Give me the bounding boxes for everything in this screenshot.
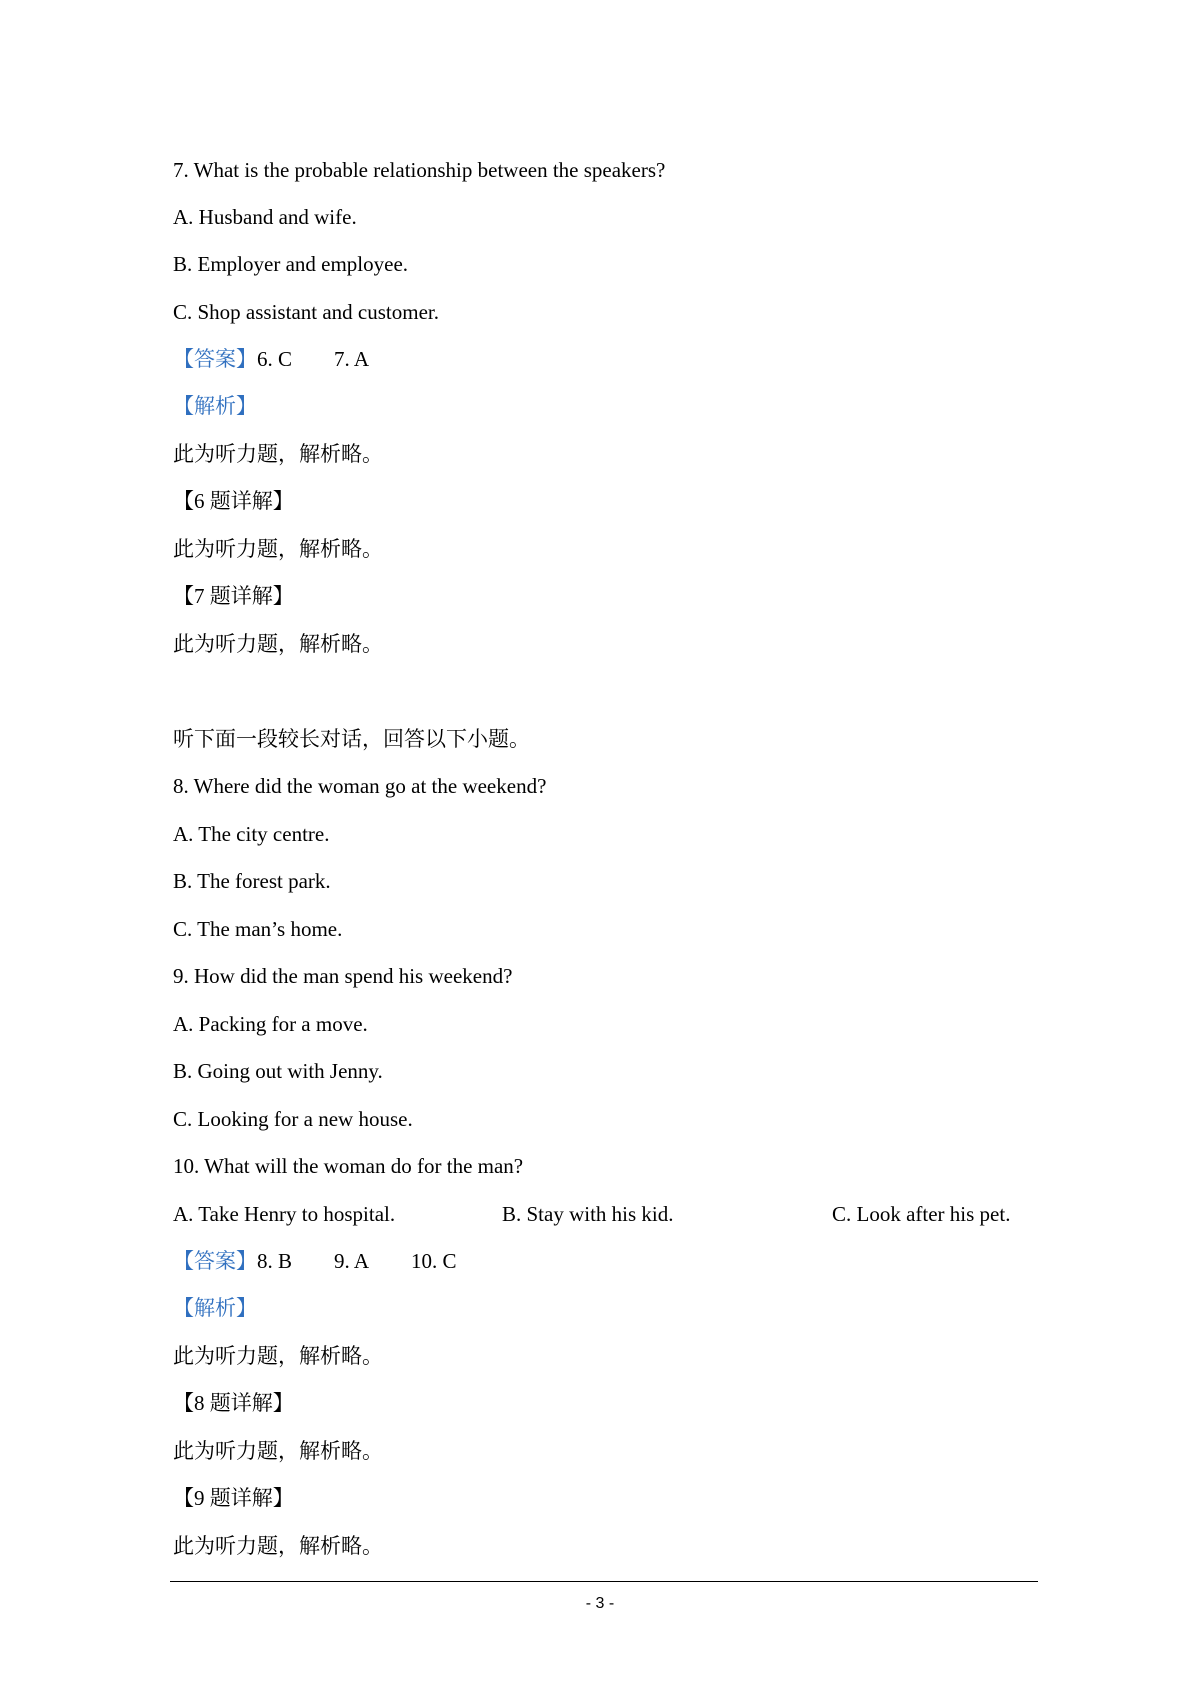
q8-option-c: C. The man’s home.	[173, 917, 343, 941]
detail-7-tag: 【7 题详解】	[173, 584, 294, 608]
q9-option-b: B. Going out with Jenny.	[173, 1059, 383, 1083]
detail-7-text: 此为听力题，解析略。	[173, 632, 383, 656]
q9-option-a: A. Packing for a move.	[173, 1012, 368, 1036]
detail-6-tag: 【6 题详解】	[173, 489, 294, 513]
q8-option-a: A. The city centre.	[173, 822, 330, 846]
analysis-tag: 【解析】	[173, 1296, 257, 1320]
question-8: 8. Where did the woman go at the weekend?	[173, 774, 547, 798]
q8-option-b: B. The forest park.	[173, 869, 331, 893]
detail-6-text: 此为听力题，解析略。	[173, 537, 383, 561]
q9-option-c: C. Looking for a new house.	[173, 1107, 413, 1131]
detail-9-tag: 【9 题详解】	[173, 1486, 294, 1510]
footer-divider	[170, 1581, 1038, 1582]
answer-7: 7. A	[334, 347, 370, 371]
answer-line-6-7	[173, 345, 369, 373]
answer-10: 10. C	[411, 1249, 457, 1273]
answer-tag: 【答案】	[173, 1249, 257, 1273]
analysis-text: 此为听力题，解析略。	[173, 1344, 383, 1368]
answer-line-8-10	[173, 1247, 457, 1275]
answer-tag: 【答案】	[173, 347, 257, 371]
q10-option-c: C. Look after his pet.	[832, 1202, 1011, 1226]
q10-option-b: B. Stay with his kid.	[502, 1202, 674, 1226]
answer-6: 6. C	[257, 347, 293, 371]
question-7: 7. What is the probable relationship between the speakers?	[173, 158, 666, 182]
question-10: 10. What will the woman do for the man?	[173, 1154, 524, 1178]
detail-8-text: 此为听力题，解析略。	[173, 1439, 383, 1463]
detail-9-text: 此为听力题，解析略。	[173, 1534, 383, 1558]
q7-option-b: B. Employer and employee.	[173, 252, 409, 276]
detail-8-tag: 【8 题详解】	[173, 1391, 294, 1415]
analysis-tag: 【解析】	[173, 394, 257, 418]
answer-8: 8. B	[257, 1249, 293, 1273]
analysis-text: 此为听力题，解析略。	[173, 442, 383, 466]
answer-9: 9. A	[334, 1249, 370, 1273]
q7-option-c: C. Shop assistant and customer.	[173, 300, 439, 324]
q7-option-a: A. Husband and wife.	[173, 205, 357, 229]
page-number: - 3 -	[585, 1595, 615, 1612]
q10-option-a: A. Take Henry to hospital.	[173, 1202, 396, 1226]
question-9: 9. How did the man spend his weekend?	[173, 964, 513, 988]
section-intro: 听下面一段较长对话，回答以下小题。	[173, 727, 530, 751]
